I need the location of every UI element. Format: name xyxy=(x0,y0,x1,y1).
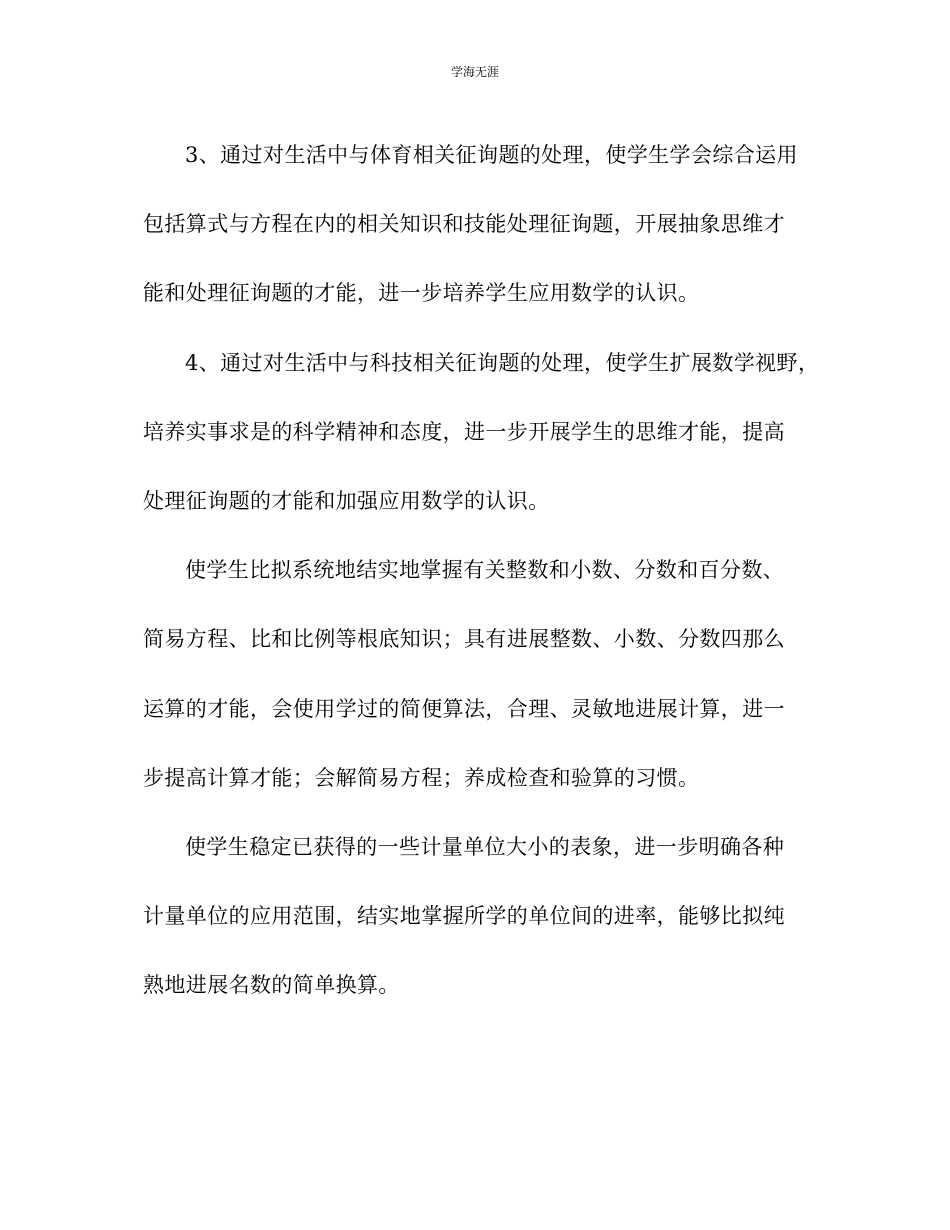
paragraph-line: 包括算式与方程在内的相关知识和技能处理征询题，开展抽象思维才 xyxy=(143,212,785,237)
document-body xyxy=(143,121,819,1021)
paragraph-line: 简易方程、比和比例等根底知识；具有进展整数、小数、分数四那么 xyxy=(143,627,785,652)
paragraph-line: 熟地进展名数的简单换算。 xyxy=(143,973,400,998)
paragraph-line: 4、通过对生活中与科技相关征询题的处理，使学生扩展数学视野， xyxy=(185,350,820,375)
paragraph-line: 步提高计算才能；会解简易方程；养成检查和验算的习惯。 xyxy=(143,765,700,790)
paragraph-line: 能和处理征询题的才能，进一步培养学生应用数学的认识。 xyxy=(143,281,700,306)
paragraph-arithmetic xyxy=(143,536,819,813)
paragraph-line: 处理征询题的才能和加强应用数学的认识。 xyxy=(143,489,550,514)
paragraph-line: 培养实事求是的科学精神和态度，进一步开展学生的思维才能，提高 xyxy=(143,419,785,444)
paragraph-line: 运算的才能，会使用学过的简便算法，合理、灵敏地进展计算，进一 xyxy=(143,696,785,721)
paragraph-objective-3 xyxy=(143,121,819,329)
paragraph-measurement xyxy=(143,813,819,1021)
paragraph-line: 计量单位的应用范围，结实地掌握所学的单位间的进率，能够比拟纯 xyxy=(143,904,785,929)
paragraph-objective-4 xyxy=(143,329,819,537)
paragraph-line: 使学生比拟系统地结实地掌握有关整数和小数、分数和百分数、 xyxy=(185,558,785,583)
paragraph-line: 3、通过对生活中与体育相关征询题的处理，使学生学会综合运用 xyxy=(185,143,798,167)
page-header: 学海无涯 xyxy=(450,65,499,79)
paragraph-line: 使学生稳定已获得的一些计量单位大小的表象，进一步明确各种 xyxy=(185,835,785,860)
